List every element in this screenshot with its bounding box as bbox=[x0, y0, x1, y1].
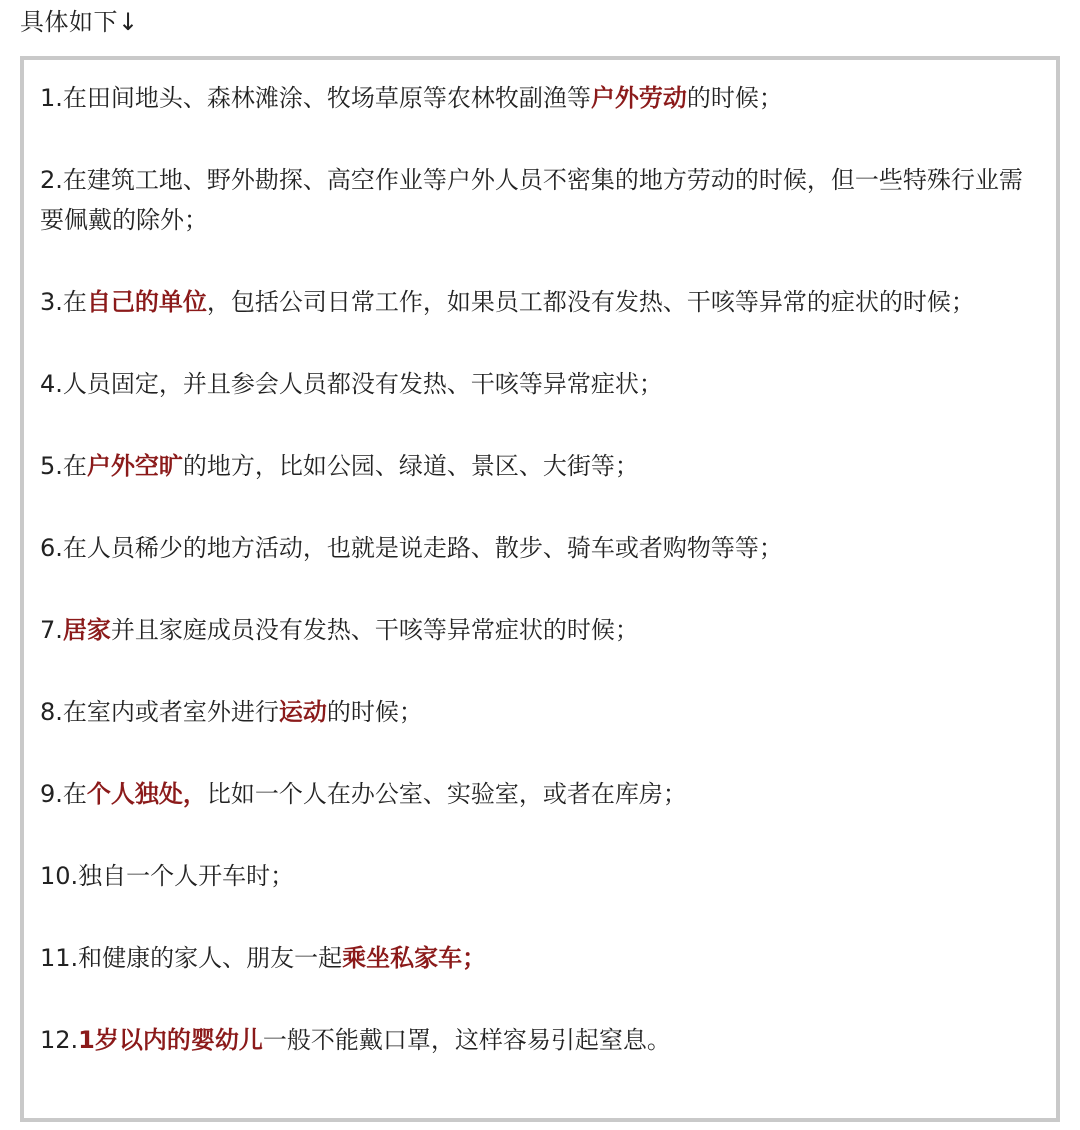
list-item bbox=[40, 610, 1040, 650]
list-item bbox=[40, 856, 1040, 896]
item-text: 的地方，比如公园、绿道、景区、大街等； bbox=[182, 452, 639, 480]
highlight-text: 运动 bbox=[278, 698, 327, 726]
list-item bbox=[40, 774, 1040, 814]
content-box bbox=[20, 56, 1060, 1122]
list-item bbox=[40, 364, 1040, 404]
item-text: 4.人员固定，并且参会人员都没有发热、干咳等异常症状； bbox=[40, 370, 663, 398]
list-item bbox=[40, 282, 1040, 322]
highlight-text: 户外劳动 bbox=[590, 84, 687, 112]
item-text: 一般不能戴口罩，这样容易引起窒息。 bbox=[262, 1026, 671, 1054]
item-text: 的时候； bbox=[326, 698, 423, 726]
item-text: 9.在 bbox=[40, 780, 87, 808]
list-item bbox=[40, 446, 1040, 486]
highlight-text: 1岁以内的婴幼儿 bbox=[78, 1026, 263, 1054]
item-text: 10.独自一个人开车时； bbox=[40, 862, 295, 890]
list-item bbox=[40, 692, 1040, 732]
item-text: 3.在 bbox=[40, 288, 87, 316]
list-item bbox=[40, 1020, 1040, 1060]
item-text: ，包括公司日常工作，如果员工都没有发热、干咳等异常的症状的时候； bbox=[206, 288, 975, 316]
highlight-text: 个人独处， bbox=[86, 780, 207, 808]
item-text: 11.和健康的家人、朋友一起 bbox=[40, 944, 343, 972]
highlight-text: 乘坐私家车； bbox=[342, 944, 487, 972]
list-item bbox=[40, 160, 1040, 240]
item-text: 6.在人员稀少的地方活动，也就是说走路、散步、骑车或者购物等等； bbox=[40, 534, 783, 562]
item-text: 8.在室内或者室外进行 bbox=[40, 698, 279, 726]
item-text: 的时候； bbox=[686, 84, 783, 112]
item-text: 比如一个人在办公室、实验室，或者在库房； bbox=[206, 780, 687, 808]
highlight-text: 户外空旷 bbox=[86, 452, 183, 480]
list-item bbox=[40, 528, 1040, 568]
list-item bbox=[40, 938, 1040, 978]
item-text: 1.在田间地头、森林滩涂、牧场草原等农林牧副渔等 bbox=[40, 84, 591, 112]
intro-text: 具体如下↓ bbox=[20, 8, 139, 36]
item-text: 2.在建筑工地、野外勘探、高空作业等户外人员不密集的地方劳动的时候，但一些特殊行业需要佩戴的除外； bbox=[40, 166, 1023, 234]
item-text: 5.在 bbox=[40, 452, 87, 480]
highlight-text: 居家 bbox=[62, 616, 111, 644]
item-text: 并且家庭成员没有发热、干咳等异常症状的时候； bbox=[110, 616, 639, 644]
item-text: 12. bbox=[40, 1026, 79, 1054]
highlight-text: 自己的单位 bbox=[86, 288, 207, 316]
item-text: 7. bbox=[40, 616, 63, 644]
list-item bbox=[40, 78, 1040, 118]
